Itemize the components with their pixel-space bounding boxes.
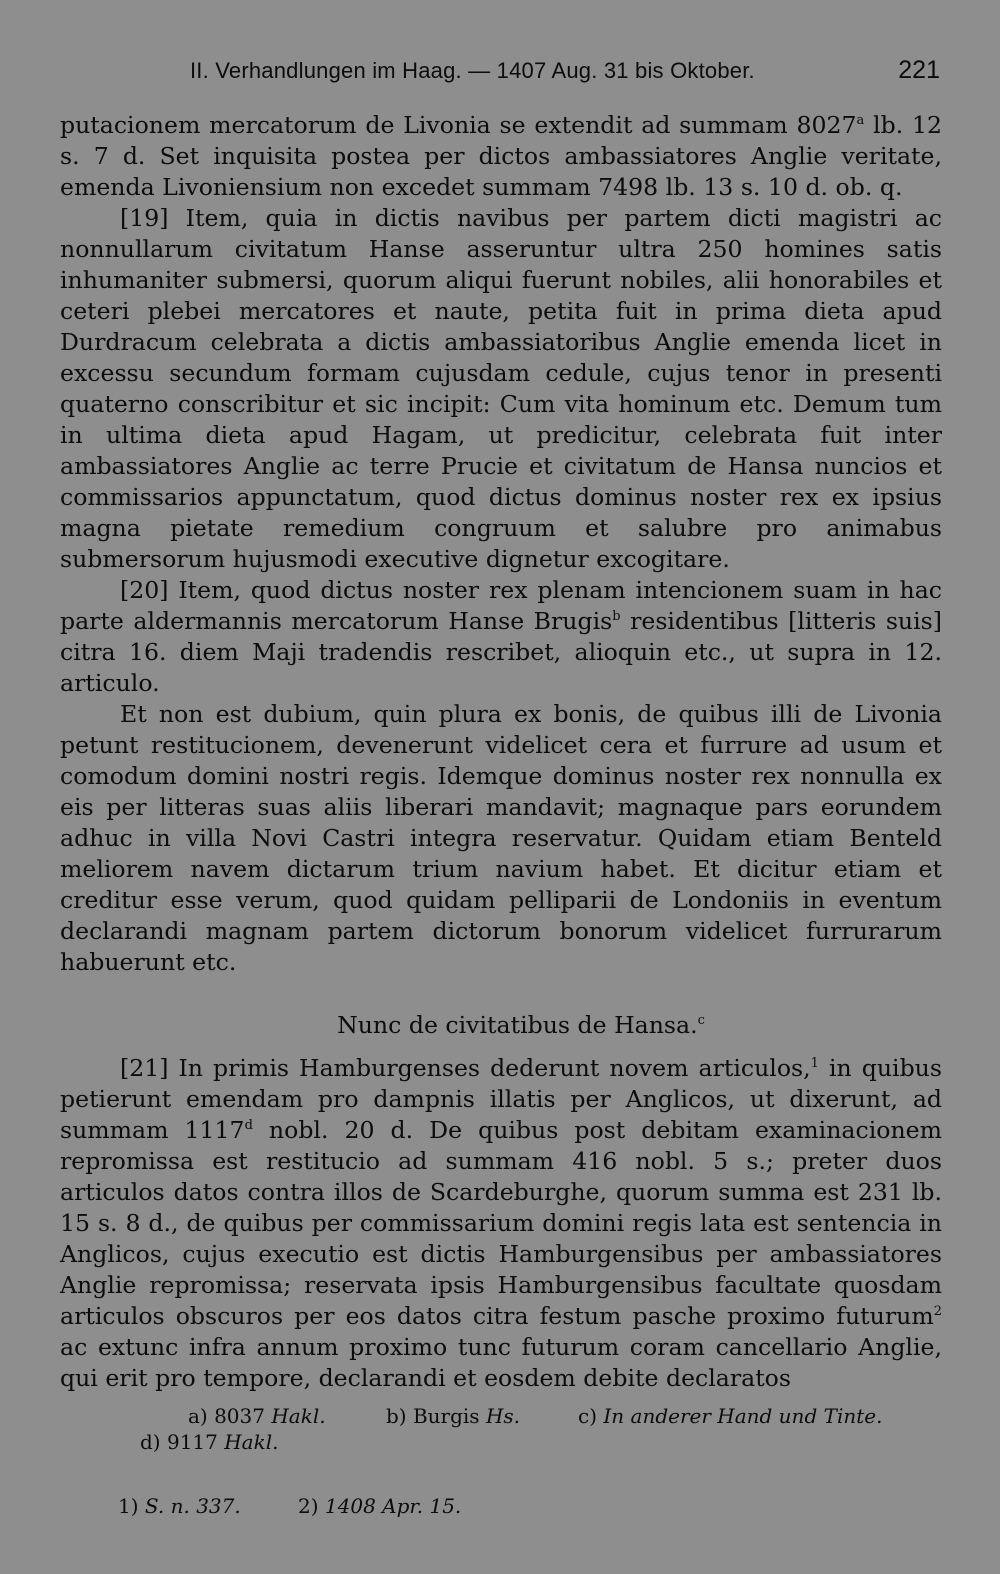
footnote-source: Hs. <box>485 1404 520 1428</box>
text-run: [21] In primis Hamburgenses dederunt novem articulos, <box>120 1054 811 1082</box>
footnote-reference: S. n. 337. <box>144 1494 241 1518</box>
footnote-number: 1) <box>118 1494 139 1518</box>
footnote-ref-1: 1 <box>810 1056 819 1071</box>
footnote-ref-c: c <box>697 1013 705 1028</box>
text-run: residentibus [litteris suis] citra 16. diem Maji tradendis rescribet, alioquin etc., ut supra in 12. articulo. <box>60 607 942 697</box>
footnote-ref-d: d <box>244 1118 253 1133</box>
source-notes-row <box>60 1493 942 1519</box>
footnote-text: b) Burgis <box>386 1404 480 1428</box>
text-run: [20] Item, quod dictus noster rex plenam intencionem suam in hac parte aldermannis mercatorum Hanse Brugis <box>60 576 942 635</box>
textual-notes-row-2 <box>60 1429 942 1455</box>
text-run: lb. 12 s. 7 d. Set inquisita postea per dictos ambassiatores Anglie veritate, emenda Livoniensium non excedet summam 7498 lb. 13 s. 10 d. ob. q. <box>60 111 943 201</box>
footnote-source: Hakl. <box>271 1404 326 1428</box>
footnote-a <box>188 1403 386 1429</box>
text-run: in quibus petierunt emendam pro dampnis illatis per Anglicos, ut dixerunt, ad summam 1117 <box>60 1054 942 1144</box>
section-gap <box>60 978 942 1010</box>
running-header <box>60 52 940 92</box>
footnote-number: 2) <box>298 1494 319 1518</box>
footnote-text: c) <box>578 1404 598 1428</box>
footnote-1 <box>118 1493 298 1519</box>
footnote-2 <box>298 1493 461 1519</box>
text-run: nobl. 20 d. De quibus post debitam examinacionem repromissa est restitucio ad summam 416 nobl. 5 s.; preter duos articulos datos contra illos de Scardeburghe, quorum summa est 231 lb. 15 s. 8 d., de quibus per commissarium domini regis lata est sentencia in Anglicos, cujus executio est dictis Hamburgensibus per ambassiatores Anglie repromissa; reservata ipsis Hamburgensibus facultate quosdam articulos obscuros per eos datos citra festum pasche proximo futurum <box>60 1116 942 1330</box>
paragraph-19: [19] Item, quia in dictis navibus per partem dicti magistri ac nonnullarum civitatum Hanse asseruntur ultra 250 homines satis inhumaniter submersi, quorum aliqui fuerunt nobiles, alii honorabiles et ceteri plebei mercatores et naute, petita fuit in prima dieta apud Durdracum celebrata a dictis ambassiatoribus Anglie emenda licet in excessu secundum formam cujusdam cedule, cujus tenor in presenti quaterno conscribitur et sic incipit: Cum vita hominum etc. Demum tum in ultima dieta apud Hagam, ut predicitur, celebrata fuit inter ambassiatores Anglie ac terre Prucie et civitatum de Hansa nuncios et commissarios appunctatum, quod dictus dominus noster rex ex ipsius magna pietate remedium congruum et salubre pro animabus submersorum hujusmodi executive dignetur excogitare. <box>60 204 942 573</box>
footnote-ref-a: a <box>856 113 865 128</box>
page-number: 221 <box>898 56 940 84</box>
footnote-ref-b: b <box>612 609 621 624</box>
footnote-source: In anderer Hand und Tinte. <box>603 1404 883 1428</box>
section-heading <box>60 1010 942 1041</box>
body-text <box>60 110 942 1394</box>
footnote-text: a) 8037 <box>188 1404 265 1428</box>
paragraph-21 <box>60 1053 942 1394</box>
footnote-c <box>578 1403 882 1429</box>
header-title: II. Verhandlungen im Haag. — 1407 Aug. 31 bis Oktober. <box>190 58 755 83</box>
footnote-reference: 1408 Apr. 15. <box>324 1494 462 1518</box>
text-run: ac extunc infra annum proximo tunc futurum coram cancellario Anglie, qui erit pro tempore, declarandi et eosdem debite declaratos <box>60 1333 942 1392</box>
footnotes <box>60 1403 942 1519</box>
paragraph-continuation <box>60 110 942 203</box>
textual-notes-row <box>60 1403 942 1429</box>
footnote-source: Hakl. <box>224 1430 279 1454</box>
footnote-b <box>386 1403 578 1429</box>
paragraph-20 <box>60 575 942 699</box>
paragraph-et-non: Et non est dubium, quin plura ex bonis, de quibus illi de Livonia petunt restitucionem, devenerunt videlicet cera et furrure ad usum et comodum domini nostri regis. Idemque dominus noster rex nonnulla ex eis per litteras suas aliis liberari mandavit; magnaque pars eorundem adhuc in villa Novi Castri integra reservatur. Quidam etiam Benteld meliorem navem dictarum trium navium habet. Et dicitur etiam et creditur esse verum, quod quidam pelliparii de Londoniis in eventum declarandi magnam partem dictorum bonorum videlicet furrurarum habuerunt etc. <box>60 700 942 976</box>
heading-gap <box>60 1041 942 1053</box>
footnote-ref-2: 2 <box>933 1304 942 1319</box>
heading-text: Nunc de civitatibus de Hansa. <box>337 1011 698 1039</box>
text-run: putacionem mercatorum de Livonia se extendit ad summam 8027 <box>60 111 857 139</box>
footnote-text: d) 9117 <box>140 1430 218 1454</box>
footnote-d <box>140 1429 278 1455</box>
